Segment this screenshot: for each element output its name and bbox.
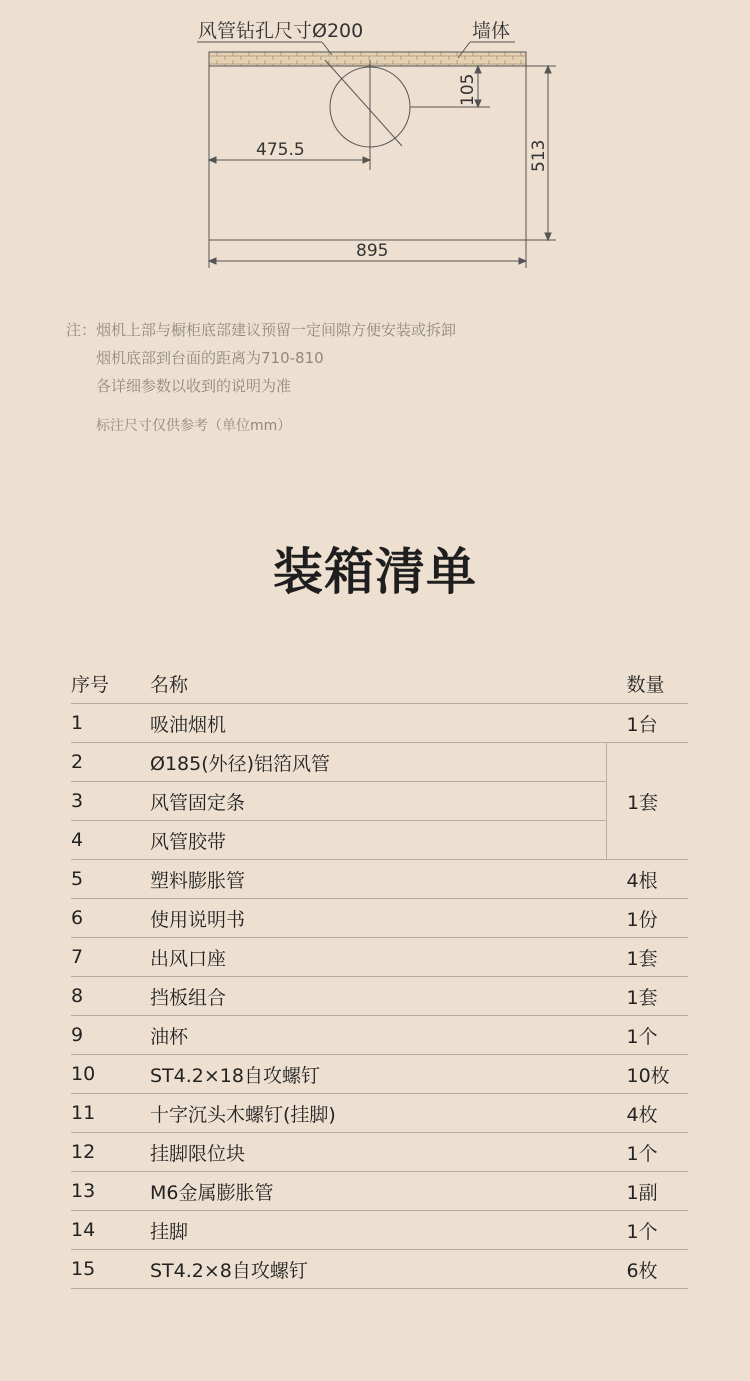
table-row (71, 1211, 688, 1250)
row-qty: 10枚 (607, 1055, 689, 1094)
row-no: 13 (71, 1172, 150, 1211)
row-qty: 1个 (607, 1133, 689, 1172)
row-qty: 1副 (607, 1172, 689, 1211)
row-qty: 1套 (607, 977, 689, 1016)
row-name: 出风口座 (150, 938, 607, 977)
row-name: ST4.2×18自攻螺钉 (150, 1055, 607, 1094)
wall-label: 墙体 (472, 20, 511, 42)
dimension-105 (410, 66, 490, 107)
row-no: 2 (71, 743, 150, 782)
table-row (71, 821, 688, 860)
table-row (71, 1094, 688, 1133)
installation-notes (66, 316, 456, 440)
row-name: 风管固定条 (150, 782, 607, 821)
table-row (71, 1172, 688, 1211)
note-text: 烟机底部到台面的距离为710-810 (96, 349, 324, 367)
row-name: 挡板组合 (150, 977, 607, 1016)
row-name: 挂脚限位块 (150, 1133, 607, 1172)
row-no: 9 (71, 1016, 150, 1055)
dim-895-label: 895 (356, 241, 389, 261)
row-qty: 1个 (607, 1016, 689, 1055)
row-name: Ø185(外径)铝箔风管 (150, 743, 607, 782)
row-no: 7 (71, 938, 150, 977)
row-qty: 1台 (607, 704, 689, 743)
dim-475-label: 475.5 (256, 140, 305, 160)
note-reference-text: 标注尺寸仅供参考（单位mm） (96, 418, 292, 434)
table-row (71, 977, 688, 1016)
row-no: 11 (71, 1094, 150, 1133)
row-qty: 1个 (607, 1211, 689, 1250)
row-no: 1 (71, 704, 150, 743)
row-qty: 1份 (607, 899, 689, 938)
row-qty: 4枚 (607, 1094, 689, 1133)
dim-513-label: 513 (529, 139, 549, 172)
row-name: 吸油烟机 (150, 704, 607, 743)
table-row (71, 1250, 688, 1289)
header-name: 名称 (150, 664, 607, 704)
row-name: 油杯 (150, 1016, 607, 1055)
row-name: ST4.2×8自攻螺钉 (150, 1250, 607, 1289)
row-qty: 6枚 (607, 1250, 689, 1289)
dim-105-label: 105 (458, 73, 478, 106)
duct-hole-label: 风管钻孔尺寸Ø200 (198, 20, 364, 42)
row-name: M6金属膨胀管 (150, 1172, 607, 1211)
row-qty-merged: 1套 (607, 743, 689, 860)
row-no: 12 (71, 1133, 150, 1172)
row-qty: 1套 (607, 938, 689, 977)
wall-brick-strip (209, 52, 526, 66)
row-name: 塑料膨胀管 (150, 860, 607, 899)
table-row (71, 782, 688, 821)
row-name: 挂脚 (150, 1211, 607, 1250)
note-line (66, 316, 456, 344)
row-name: 使用说明书 (150, 899, 607, 938)
table-row (71, 743, 688, 782)
installation-dimension-drawing (0, 0, 750, 300)
row-name: 风管胶带 (150, 821, 607, 860)
table-row (71, 1133, 688, 1172)
table-row (71, 1016, 688, 1055)
table-row (71, 938, 688, 977)
note-prefix: 注： (66, 321, 97, 339)
row-no: 5 (71, 860, 150, 899)
packing-list-title: 装箱清单 (273, 543, 477, 601)
header-no: 序号 (71, 664, 150, 704)
note-text: 各详细参数以收到的说明为准 (96, 377, 292, 395)
table-header-row (71, 664, 688, 704)
row-name: 十字沉头木螺钉(挂脚) (150, 1094, 607, 1133)
packing-list-table (71, 664, 688, 1289)
note-reference (66, 412, 456, 440)
row-qty: 4根 (607, 860, 689, 899)
table-row (71, 860, 688, 899)
table-row (71, 899, 688, 938)
note-line (66, 344, 456, 372)
note-text: 烟机上部与橱柜底部建议预留一定间隙方便安装或拆卸 (96, 321, 457, 339)
row-no: 14 (71, 1211, 150, 1250)
table-row (71, 1055, 688, 1094)
row-no: 10 (71, 1055, 150, 1094)
row-no: 3 (71, 782, 150, 821)
row-no: 15 (71, 1250, 150, 1289)
header-qty: 数量 (607, 664, 689, 704)
row-no: 8 (71, 977, 150, 1016)
table-row (71, 704, 688, 743)
row-no: 6 (71, 899, 150, 938)
note-line (66, 372, 456, 400)
row-no: 4 (71, 821, 150, 860)
